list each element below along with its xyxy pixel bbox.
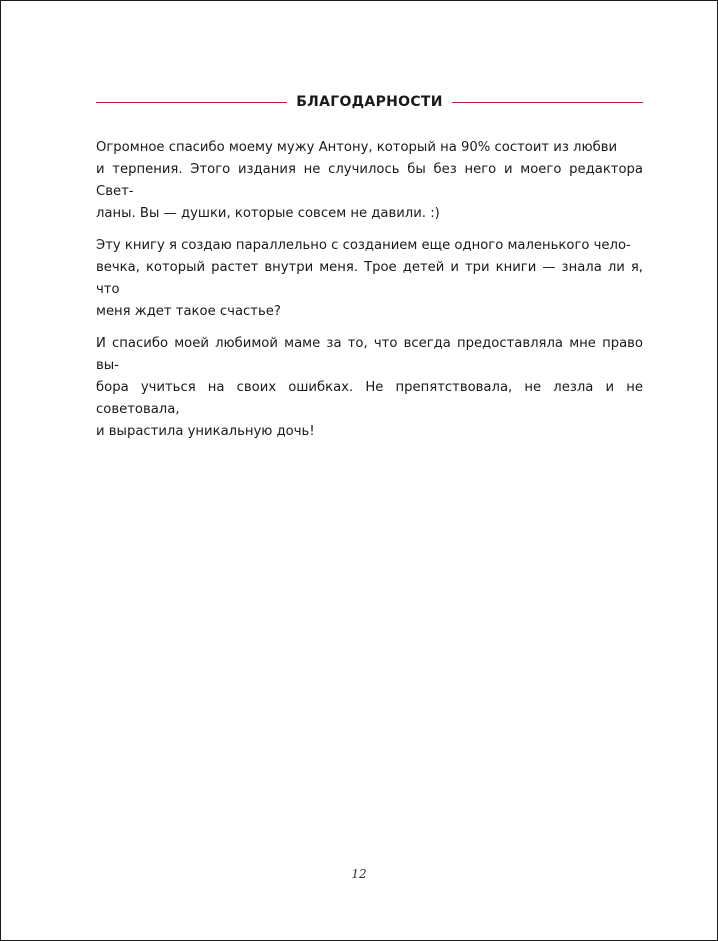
paragraph-3: И спасибо моей любимой маме за то, что всегда предоставляла мне право вы- бора учиться на своих ошибках. Не препятствовала, не лезла и не советовала, и вырастила уникальную дочь! [96,336,643,439]
page-number: 12 [351,867,367,881]
paragraph-1: Огромное спасибо моему мужу Антону, который на 90% состоит из любви и терпения. Этого издания не случилось бы без него и моего редактора Свет- ланы. Вы — душки, которые совсем не давили. :) [96,140,643,221]
heading-rule-right [452,102,643,103]
section-heading-row [96,91,643,113]
paragraph-2: Эту книгу я создаю параллельно с созданием еще одного маленького чело- вечка, который растет внутри меня. Трое детей и три книги — знала ли я, что меня ждет такое счастье? [96,238,643,319]
heading-rule-left [96,102,287,103]
body-text [96,137,643,453]
section-title: БЛАГОДАРНОСТИ [296,94,443,110]
